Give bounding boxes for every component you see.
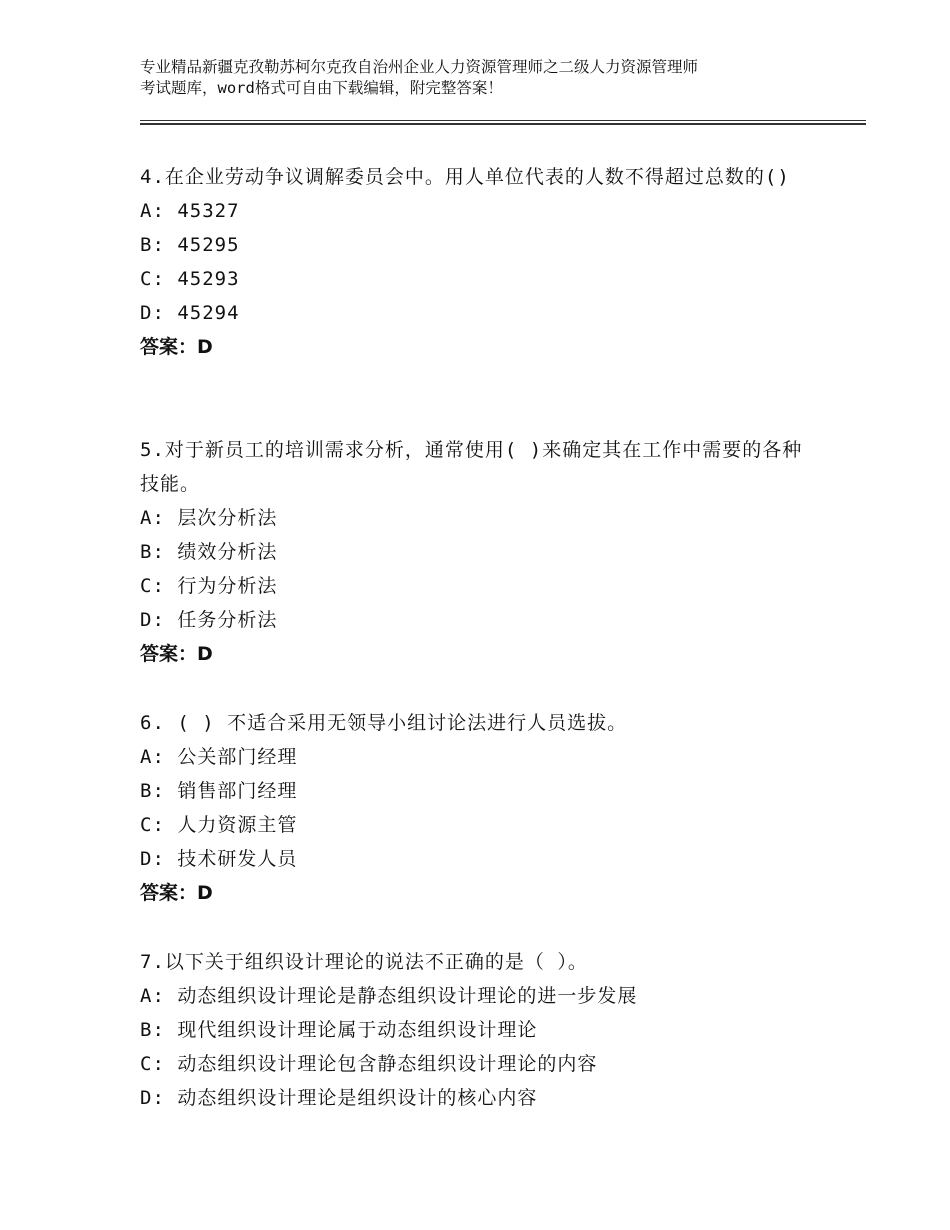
- option-c: C: 动态组织设计理论包含静态组织设计理论的内容: [140, 1053, 598, 1075]
- answer-label: 答案：D: [140, 882, 213, 904]
- option-d: D: 动态组织设计理论是组织设计的核心内容: [140, 1087, 538, 1109]
- option-a: A: 层次分析法: [140, 507, 278, 529]
- option-c: C: 45293: [140, 268, 240, 290]
- option-b: B: 45295: [140, 234, 240, 256]
- question-5: [140, 433, 820, 671]
- option-a: A: 45327: [140, 200, 240, 222]
- header-title-line-1: 专业精品新疆克孜勒苏柯尔克孜自治州企业人力资源管理师之二级人力资源管理师: [140, 58, 699, 76]
- option-c: C: 人力资源主管: [140, 814, 298, 836]
- answer-label: 答案：D: [140, 336, 213, 358]
- option-c: C: 行为分析法: [140, 575, 278, 597]
- option-b: B: 现代组织设计理论属于动态组织设计理论: [140, 1019, 538, 1041]
- option-a: A: 公关部门经理: [140, 746, 298, 768]
- question-text: 4.在企业劳动争议调解委员会中。用人单位代表的人数不得超过总数的(): [140, 166, 790, 188]
- question-text: 7.以下关于组织设计理论的说法不正确的是（ ）。: [140, 951, 588, 973]
- document-header: [140, 57, 830, 99]
- header-title-line-2: 考试题库，word格式可自由下载编辑，附完整答案！: [140, 79, 503, 97]
- question-4: [140, 160, 820, 364]
- question-7: [140, 945, 820, 1115]
- option-d: D: 45294: [140, 302, 240, 324]
- option-d: D: 技术研发人员: [140, 848, 298, 870]
- header-divider-thin: [140, 120, 866, 121]
- header-divider-thick: [140, 123, 866, 125]
- option-a: A: 动态组织设计理论是静态组织设计理论的进一步发展: [140, 985, 638, 1007]
- option-b: B: 销售部门经理: [140, 780, 298, 802]
- option-d: D: 任务分析法: [140, 609, 278, 631]
- question-text: 6. ( ) 不适合采用无领导小组讨论法进行人员选拔。: [140, 712, 628, 734]
- question-6: [140, 706, 820, 910]
- question-text: 5.对于新员工的培训需求分析，通常使用( )来确定其在工作中需要的各种技能。: [140, 439, 803, 495]
- answer-label: 答案：D: [140, 643, 213, 665]
- option-b: B: 绩效分析法: [140, 541, 278, 563]
